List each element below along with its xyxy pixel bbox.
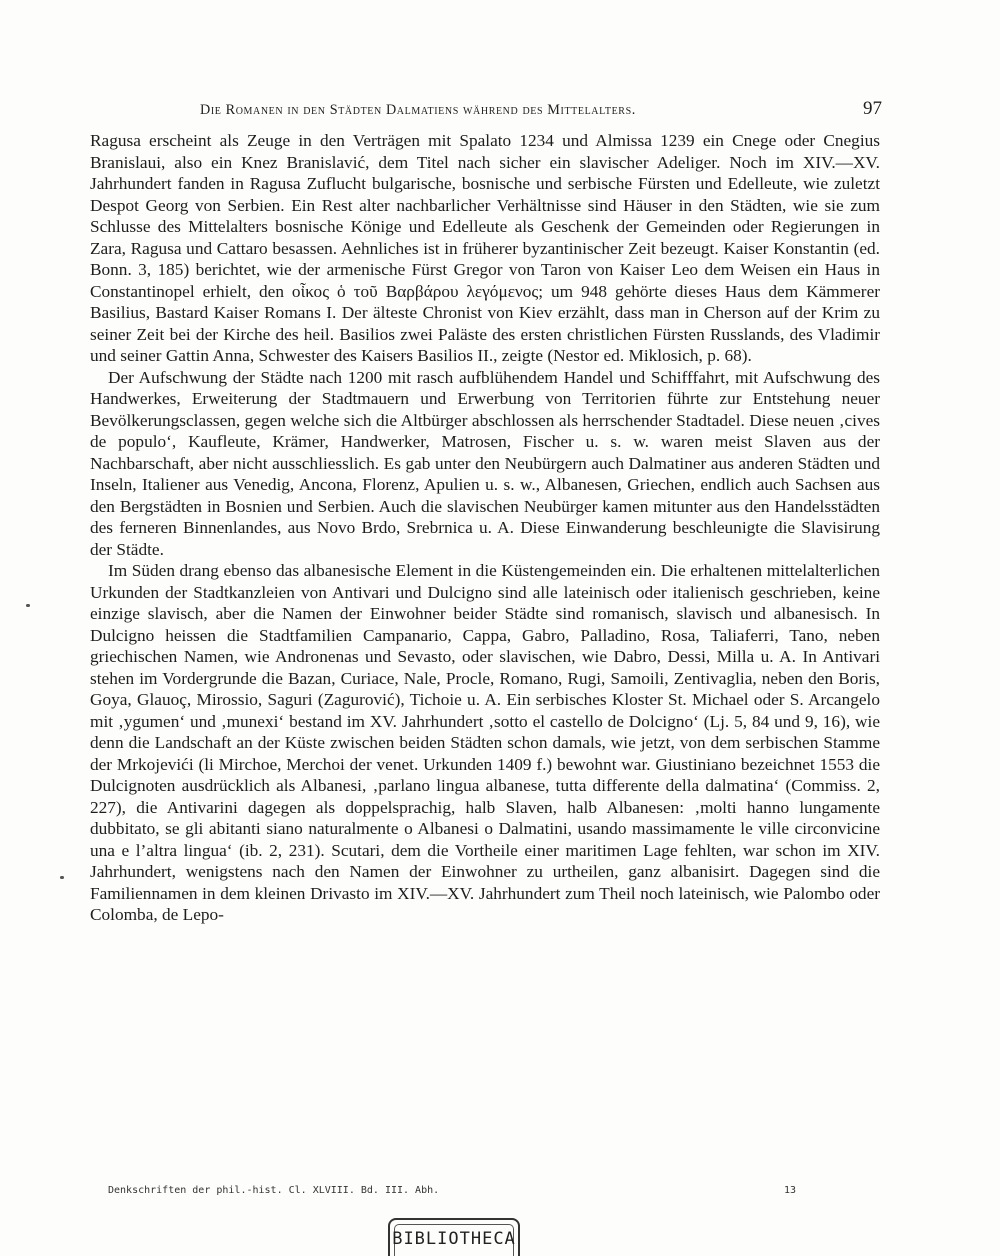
paragraph-1: Ragusa erscheint als Zeuge in den Verträgen mit Spalato 1234 und Almissa 1239 ein Cnege oder Cnegius Branislaui, also ein Knez Branislavić, dem Titel nach sicher ein slavischer Adeliger. Noch im XIV.—XV. Jahrhundert fanden in Ragusa Zuflucht bulgarische, bosnische und serbische Fürsten und Edelleute, wie zuletzt Despot Georg von Serbien. Ein Rest alter nachbarlicher Verhältnisse sind Häuser in den Städten, wie sie zum Schlusse des Mittelalters bosnische Könige und Edelleute als Geschenk der Gemeinden oder Regierungen in Zara, Ragusa und Cattaro besassen. Aehnliches ist in früherer byzantinischer Zeit bezeugt. Kaiser Konstantin (ed. Bonn. 3, 185) berichtet, wie der armenische Fürst Gregor von Taron von Kaiser Leo dem Weisen ein Haus in Constantinopel erhielt, den οἶκος ὁ τοῦ Βαρβάρου λεγόμενος; um 948 gehörte dieses Haus dem Kämmerer Basilius, Bastard Kaiser Romans I. Der älteste Chronist von Kiev erzählt, dass man in Cherson auf der Krim zu seiner Zeit bei der Kirche des heil. Basilios zwei Paläste des ersten christlichen Fürsten Russlands, des Vladimir und seiner Gattin Anna, Schwester des Kaisers Basilios II., zeigte (Nestor ed. Miklosich, p. 68). bbox=[90, 131, 880, 365]
margin-dot-mark bbox=[60, 876, 64, 879]
library-stamp bbox=[388, 1218, 520, 1256]
footer-publication: Denkschriften der phil.-hist. Cl. XLVIII. Bd. III. Abh. bbox=[108, 1185, 440, 1196]
stamp-text: BIBLIOTHECA bbox=[392, 1229, 516, 1249]
page-number: 97 bbox=[863, 98, 882, 119]
paragraph-2: Der Aufschwung der Städte nach 1200 mit rasch aufblühendem Handel und Schifffahrt, mit Aufschwung des Handwerkes, Erweiterung der Stadtmauern und Erwerbung von Territorien führte zur Entstehung neuer Bevölkerungsclassen, gegen welche sich die Altbürger abschlossen als herrschender Stadtadel. Diese neuen ‚cives de populo‘, Kaufleute, Krämer, Handwerker, Matrosen, Fischer u. s. w. waren meist Slaven aus der Nachbarschaft, aber nicht ausschliesslich. Es gab unter den Neubürgern auch Dalmatiner aus anderen Städten und Inseln, Italiener aus Venedig, Ancona, Florenz, Apulien u. s. w., Albanesen, Griechen, endlich auch Sachsen aus den Bergstädten in Bosnien und Serbien. Auch die slavischen Neubürger kamen mitunter aus den Handelsstädten des ferneren Binnenlandes, aus Novo Brdo, Srebrnica u. A. Diese Einwanderung beschleunigte die Slavisirung der Städte. bbox=[90, 367, 880, 559]
body-text bbox=[90, 130, 880, 926]
running-header bbox=[90, 98, 882, 124]
page-footer bbox=[108, 1185, 808, 1203]
running-title: Die Romanen in den Städten Dalmatiens während des Mittelalters. bbox=[200, 102, 636, 118]
margin-dot-mark bbox=[26, 604, 30, 607]
paragraph-3: Im Süden drang ebenso das albanesische Element in die Küstengemeinden ein. Die erhaltenen mittelalterlichen Urkunden der Stadtkanzleien von Antivari und Dulcigno sind alle lateinisch oder italienisch geschrieben, keine einzige slavisch, aber die Namen der Einwohner beider Städte sind romanisch, slavisch und albanesisch. In Dulcigno heissen die Stadtfamilien Campanario, Cappa, Gabro, Palladino, Rosa, Taliaferri, Tano, neben griechischen Namen, wie Andronenas und Sevasto, oder slavischen, wie Dabro, Dessi, Milla u. A. In Antivari stehen im Vordergrunde die Bazan, Curiace, Nale, Procle, Romano, Rugi, Samoili, Zentivaglia, neben den Boris, Goya, Glauoç, Mirossio, Saguri (Zagurović), Tichoie u. A. Ein serbisches Kloster St. Michael oder S. Arcangelo mit ‚ygumen‘ und ‚munexi‘ bestand im XV. Jahrhundert ‚sotto el castello de Dolcigno‘ (Lj. 5, 84 und 9, 16), wie denn die Landschaft an der Küste zwischen beiden Städten schon damals, wie jetzt, von dem serbischen Stamme der Mrkojevići (li Mirchoe, Merchoi der venet. Urkunden 1409 f.) bewohnt war. Giustiniano bezeichnet 1553 die Dulcignoten ausdrücklich als Albanesi, ‚parlano lingua albanese, tutta differente della dalmatina‘ (Commiss. 2, 227), die Antivarini dagegen als doppelsprachig, halb Slaven, halb Albanesen: ‚molti hanno lungamente dubbitato, se gli abitanti siano naturalmente o Albanesi o Dalmatini, usando massimamente le ville circonvicine una e l’altra lingua‘ (ib. 2, 231). Scutari, dem die Vortheile einer maritimen Lage fehlten, war schon im XIV. Jahrhundert, wenigstens nach den Namen der Einwohner zu urtheilen, ganz albanisirt. Dagegen sind die Familiennamen in dem kleinen Drivasto im XIV.—XV. Jahrhundert zum Theil noch lateinisch, wie Palombo oder Colomba, de Lepo- bbox=[90, 561, 880, 924]
footer-signature: 13 bbox=[784, 1185, 797, 1196]
